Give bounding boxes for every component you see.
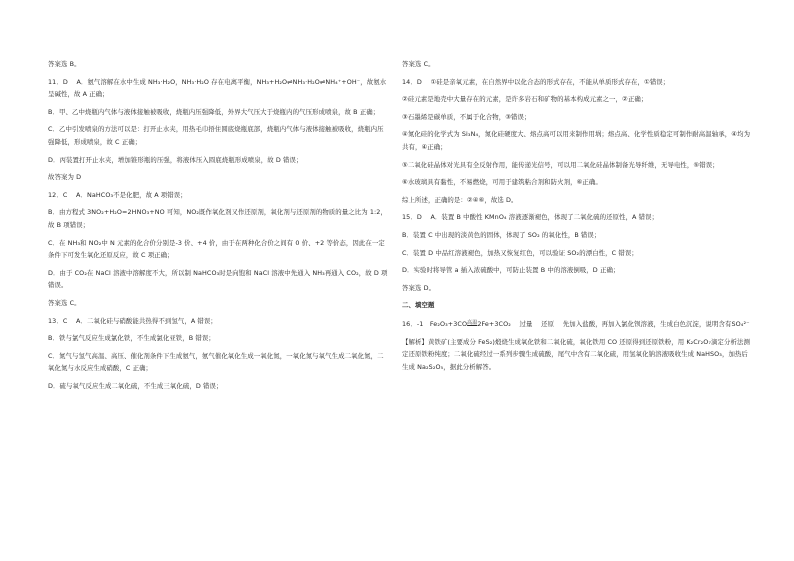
q14-4: ④氮化硅的化学式为 Si₃N₄，氮化硅硬度大、熔点高可以用来制作用埚；熔点高、化学性质稳定可制作耐高温轴承，④均为共有，④正确； bbox=[402, 130, 751, 151]
q14-summary: 综上所述，正确的是：②④⑥，故选 D。 bbox=[402, 195, 518, 204]
answer-line: 答案选 B。 bbox=[48, 60, 81, 68]
q12-b: B．由方程式 3NO₂+H₂O=2HNO₃+NO 可知，NO₂既作氧化剂又作还原剂，氧化剂与还原剂的物质的量之比为 1:2，故 B 项错误； bbox=[48, 208, 387, 229]
q15-d: D．实验时将导管 a 插入浓硫酸中，可防止装置 B 中的溶液倒吸，D 正确； bbox=[402, 266, 620, 275]
q15-a: 15．D A．装置 B 中酸性 KMnO₄ 溶液逐渐褪色，体现了二氧化硫的还原性，A 错误； bbox=[402, 213, 659, 222]
q12-d: D．由于 CO₂在 NaCl 溶液中溶解度不大，所以制 NaHCO₃时是向饱和 NaCl 溶液中先通入 NH₃再通入 CO₂，故 D 项错误。 bbox=[48, 268, 388, 290]
right-column bbox=[402, 58, 754, 378]
q15-b: B．装置 C 中出现的淡黄色的固体，体现了 SO₂ 的氧化性，B 错误； bbox=[402, 230, 601, 239]
q12-a: 12．C A．NaHCO₃不是化肥，故 A 项错误； bbox=[48, 190, 187, 199]
q15-c: C．装置 D 中品红溶液褪色，加热又恢复红色，可以验证 SO₂的漂白性，C 错误； bbox=[402, 248, 638, 257]
q14-6: ⑥水玻璃具有黏性，不易燃烧，可用于建筑粘合剂和防火剂，⑥正确。 bbox=[402, 178, 602, 187]
q14-5: ⑤二氧化硅晶体对光具有全反射作用，能传递光信号，可以用二氧化硅晶体制备光导纤维，无导电性，⑤错误； bbox=[402, 160, 719, 169]
q11-d: D．丙装置打开止水夹，增加锥形瓶的压强，将液体压入圆底烧瓶形成喷泉，故 D 错误； bbox=[48, 155, 303, 164]
q12-answer: 答案选 C。 bbox=[48, 298, 81, 307]
q16-eq-left: 16．-1 Fe₂O₃+3CO bbox=[402, 319, 468, 328]
q16-condition: 高温 bbox=[467, 319, 478, 326]
q16-eq-right: 2Fe+3CO₂ 过量 还原 先加入盐酸，再加入氯化钡溶液，生成白色沉淀，说明含有SO₄²⁻ bbox=[477, 319, 750, 328]
q13-b: B．铁与氯气反应生成氯化铁，不生成氯化亚铁，B 错误； bbox=[48, 334, 215, 343]
q12-c: C．在 NH₃和 NO₂中 N 元素的化合价分别是-3 价、+4 价，由于在两种化合价之间有 0 价、+2 等价态，因此在一定条件下可发生氧化还原反应，故 C 项正确； bbox=[48, 238, 385, 260]
answer-line: 答案选 C。 bbox=[402, 60, 435, 68]
q14-1: 14．D ①硅是亲氧元素，在自然界中以化合态的形式存在，不能从单质形式存在，①错误； bbox=[402, 77, 670, 86]
q11-answer: 故答案为 D bbox=[48, 173, 82, 182]
q13-d: D．硫与氧气反应生成二氧化硫，不生成三氧化硫，D 错误； bbox=[48, 381, 223, 390]
q13-a: 13．C A．二氧化硅与硝酸能共热得不到氢气，A 错误； bbox=[48, 316, 217, 325]
q16-answer bbox=[402, 317, 754, 331]
q13-c: C．氮气与氢气高温、高压、催化剂条件下生成氨气，氨气催化氧化生成一氧化氮，一氧化氮与氧气生成二氧化氮，二氧化氮与水反应生成硝酸，C 正确； bbox=[48, 351, 384, 373]
section-heading: 二、填空题 bbox=[402, 301, 435, 310]
q14-2: ②硅元素是地壳中大量存在的元素，是许多岩石和矿物的基本构成元素之一，②正确； bbox=[402, 95, 648, 104]
q14-3: ③石墨烯是碳单质，不属于化合物，③错误； bbox=[402, 112, 531, 121]
q16-analysis: 【解析】黄铁矿(主要成分 FeS₂)煅烧生成氧化铁和二氧化硫，氧化铁用 CO 还原得到还原铁粉，用 K₂Cr₂O₇滴定分析法测定还原铁粉纯度；二氧化硫经过一系列步骤生成硫酸，尾气中含有二氧化硫，用氢氧化钠溶液吸收生成 NaHSO₃，加热后生成 Na₂S₂O₅，据此分析解答。 bbox=[402, 337, 750, 371]
q15-answer: 答案选 D。 bbox=[402, 283, 436, 292]
q11-b: B．甲、乙中烧瓶内气体与液体接触被吸收，烧瓶内压强降低，外界大气压大于烧瓶内的气压形成喷泉，故 B 正确； bbox=[48, 107, 380, 116]
left-column bbox=[48, 58, 388, 397]
q11-a: 11．D A．氨气溶解在水中生成 NH₃·H₂O，NH₃·H₂O 存在电离平衡，NH₃+H₂O⇌NH₃·H₂O⇌NH₄⁺+OH⁻，故氨水呈碱性，故 A 正确； bbox=[48, 77, 387, 99]
q11-c: C．乙中引发喷泉的方法可以是：打开止水夹，用热毛巾捂住圆底烧瓶底部，烧瓶内气体与液体接触被吸收，烧瓶内压强降低，形成喷泉，故 C 正确； bbox=[48, 125, 384, 146]
